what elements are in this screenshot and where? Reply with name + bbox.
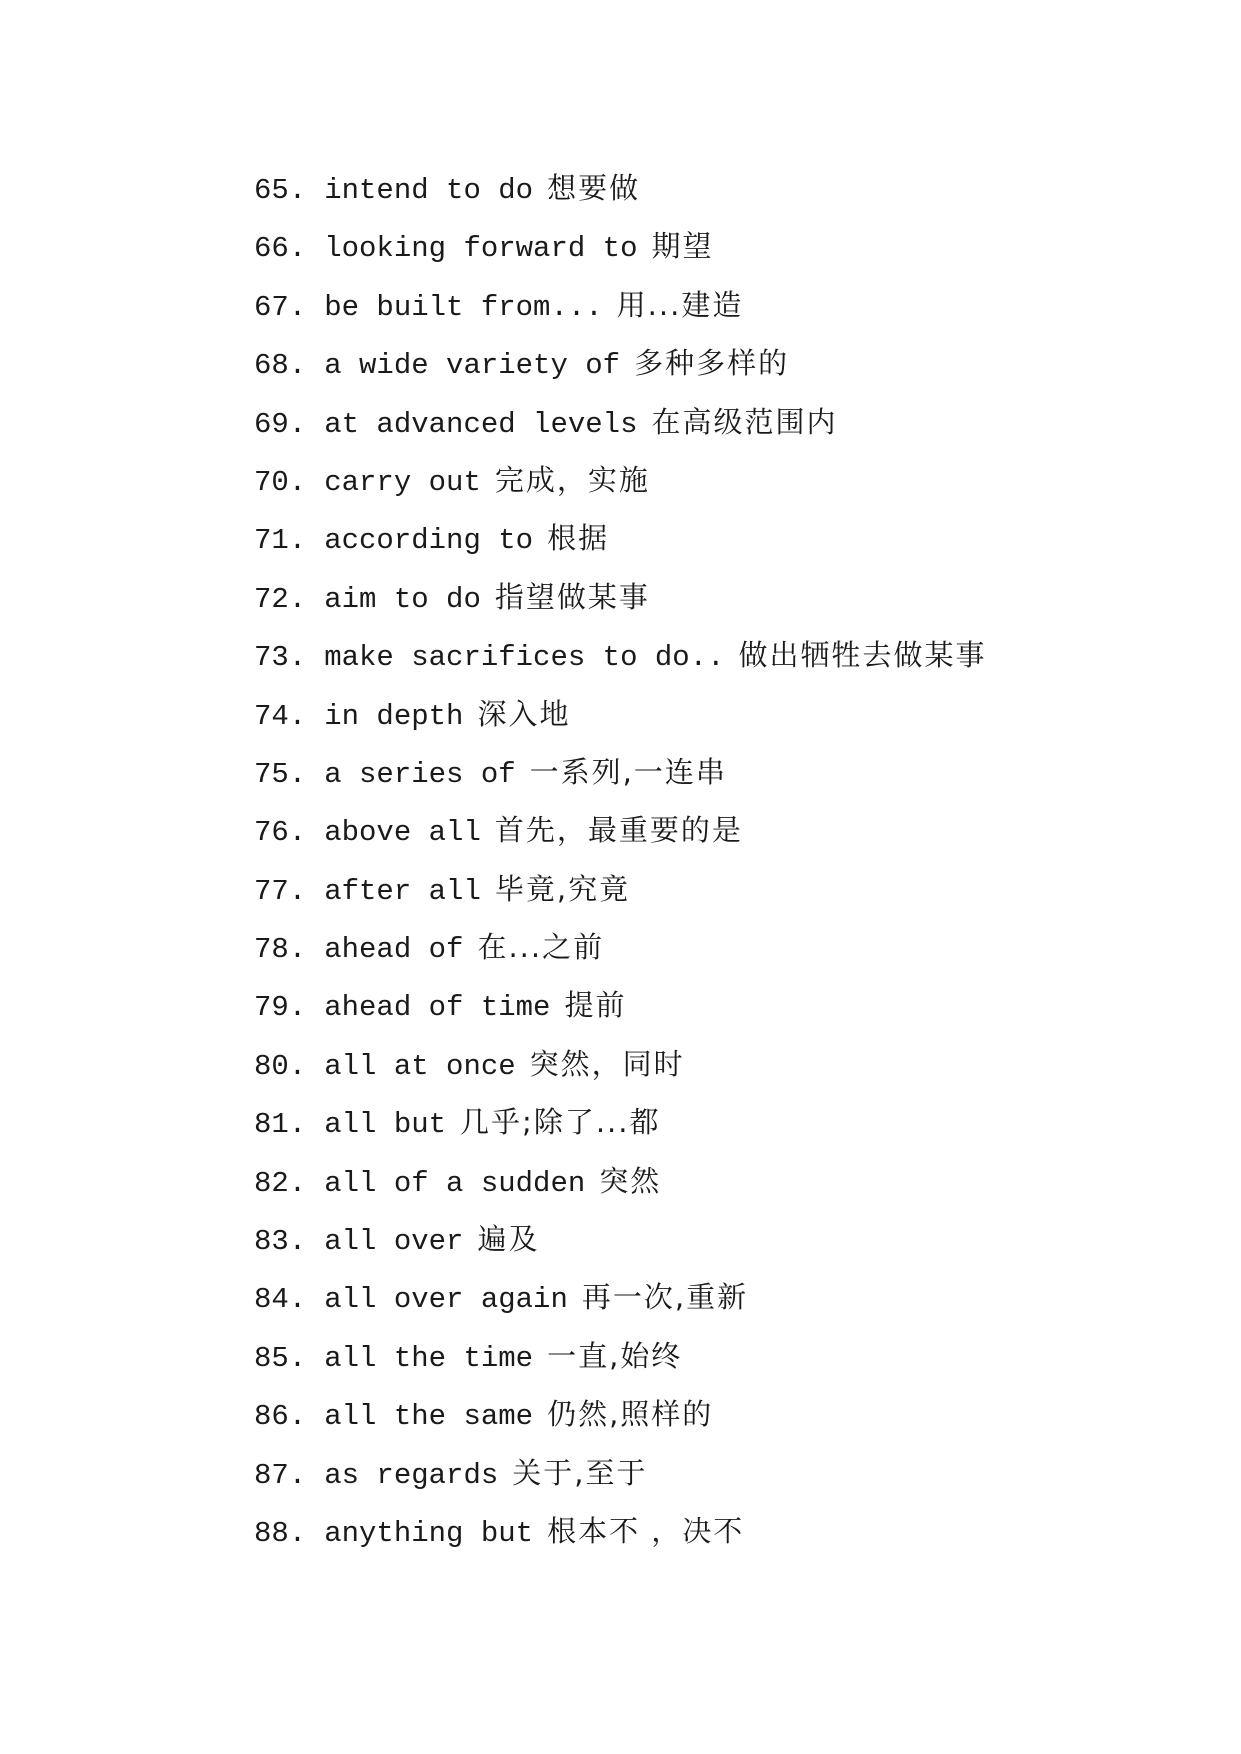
item-number: 79. bbox=[254, 991, 307, 1025]
english-phrase: all over again bbox=[324, 1283, 568, 1317]
chinese-meaning: 提前 bbox=[564, 988, 627, 1023]
item-number: 70. bbox=[254, 465, 307, 499]
item-number: 83. bbox=[254, 1225, 307, 1259]
chinese-meaning: 做出牺牲去做某事 bbox=[738, 638, 987, 673]
list-item bbox=[254, 685, 987, 743]
chinese-meaning: 根本不 ，决不 bbox=[547, 1513, 745, 1548]
chinese-meaning: 毕竟,究竟 bbox=[494, 871, 631, 906]
english-phrase: all at once bbox=[324, 1049, 516, 1083]
chinese-meaning: 关于,至于 bbox=[512, 1455, 648, 1490]
list-item bbox=[254, 1444, 987, 1502]
chinese-meaning: 用...建造 bbox=[616, 287, 744, 322]
chinese-meaning: 首先，最重要的是 bbox=[494, 813, 743, 848]
list-item bbox=[254, 509, 987, 567]
chinese-meaning: 突然，同时 bbox=[529, 1046, 685, 1081]
list-item bbox=[254, 1035, 987, 1093]
list-item bbox=[254, 1152, 987, 1210]
english-phrase: after all bbox=[324, 874, 481, 908]
list-item bbox=[254, 276, 987, 334]
item-number: 81. bbox=[254, 1108, 307, 1142]
english-phrase: according to bbox=[324, 524, 534, 558]
item-number: 67. bbox=[254, 290, 307, 324]
chinese-meaning: 遍及 bbox=[477, 1222, 540, 1257]
list-item bbox=[254, 1268, 987, 1326]
item-number: 68. bbox=[254, 349, 307, 383]
english-phrase: a wide variety of bbox=[324, 349, 621, 383]
list-item bbox=[254, 743, 987, 801]
list-item bbox=[254, 1210, 987, 1268]
chinese-meaning: 几乎;除了...都 bbox=[460, 1105, 661, 1140]
english-phrase: a series of bbox=[324, 757, 516, 791]
list-item bbox=[254, 626, 987, 684]
item-number: 72. bbox=[254, 582, 307, 616]
chinese-meaning: 一直,始终 bbox=[547, 1338, 683, 1373]
chinese-meaning: 一系列,一连串 bbox=[529, 754, 727, 789]
item-number: 78. bbox=[254, 933, 307, 967]
chinese-meaning: 指望做某事 bbox=[494, 579, 650, 614]
chinese-meaning: 根据 bbox=[547, 521, 610, 556]
english-phrase: all over bbox=[324, 1225, 464, 1259]
english-phrase: all of a sudden bbox=[324, 1166, 586, 1200]
item-number: 71. bbox=[254, 524, 307, 558]
chinese-meaning: 在...之前 bbox=[477, 930, 605, 965]
item-number: 69. bbox=[254, 407, 307, 441]
english-phrase: all the time bbox=[324, 1341, 534, 1375]
chinese-meaning: 突然 bbox=[599, 1163, 662, 1198]
chinese-meaning: 想要做 bbox=[547, 171, 641, 205]
english-phrase: as regards bbox=[324, 1458, 499, 1492]
item-number: 86. bbox=[254, 1400, 307, 1434]
list-item bbox=[254, 568, 987, 626]
chinese-meaning: 仍然,照样的 bbox=[547, 1397, 714, 1432]
english-phrase: ahead of time bbox=[324, 991, 551, 1025]
english-phrase: aim to do bbox=[324, 582, 481, 616]
english-phrase: intend to do bbox=[324, 174, 534, 207]
item-number: 85. bbox=[254, 1341, 307, 1375]
chinese-meaning: 完成，实施 bbox=[494, 462, 650, 497]
list-item bbox=[254, 1093, 987, 1151]
item-number: 65. bbox=[254, 174, 307, 207]
list-item bbox=[254, 1502, 987, 1560]
list-item bbox=[254, 860, 987, 918]
item-number: 80. bbox=[254, 1049, 307, 1083]
item-number: 75. bbox=[254, 757, 307, 791]
english-phrase: all the same bbox=[324, 1400, 534, 1434]
item-number: 66. bbox=[254, 232, 307, 266]
item-number: 88. bbox=[254, 1516, 307, 1550]
english-phrase: be built from... bbox=[324, 290, 603, 324]
list-item bbox=[254, 334, 987, 392]
list-item bbox=[254, 1385, 987, 1443]
english-phrase: above all bbox=[324, 816, 481, 850]
item-number: 74. bbox=[254, 699, 307, 733]
chinese-meaning: 多种多样的 bbox=[634, 346, 790, 381]
list-item bbox=[254, 159, 987, 217]
english-phrase: at advanced levels bbox=[324, 407, 638, 441]
item-number: 77. bbox=[254, 874, 307, 908]
english-phrase: anything but bbox=[324, 1516, 534, 1550]
english-phrase: ahead of bbox=[324, 933, 464, 967]
english-phrase: all but bbox=[324, 1108, 447, 1142]
list-item bbox=[254, 918, 987, 976]
chinese-meaning: 期望 bbox=[651, 229, 714, 264]
list-item bbox=[254, 801, 987, 859]
list-item bbox=[254, 1327, 987, 1385]
english-phrase: in depth bbox=[324, 699, 464, 733]
list-item bbox=[254, 217, 987, 275]
chinese-meaning: 再一次,重新 bbox=[581, 1280, 749, 1315]
phrase-list bbox=[254, 159, 987, 1560]
item-number: 76. bbox=[254, 816, 307, 850]
list-item bbox=[254, 393, 987, 451]
english-phrase: carry out bbox=[324, 465, 481, 499]
item-number: 84. bbox=[254, 1283, 307, 1317]
chinese-meaning: 在高级范围内 bbox=[651, 404, 838, 439]
list-item bbox=[254, 451, 987, 509]
list-item bbox=[254, 976, 987, 1034]
english-phrase: looking forward to bbox=[324, 232, 638, 266]
item-number: 87. bbox=[254, 1458, 307, 1492]
item-number: 82. bbox=[254, 1166, 307, 1200]
english-phrase: make sacrifices to do.. bbox=[324, 641, 725, 675]
chinese-meaning: 深入地 bbox=[477, 696, 571, 731]
item-number: 73. bbox=[254, 641, 307, 675]
